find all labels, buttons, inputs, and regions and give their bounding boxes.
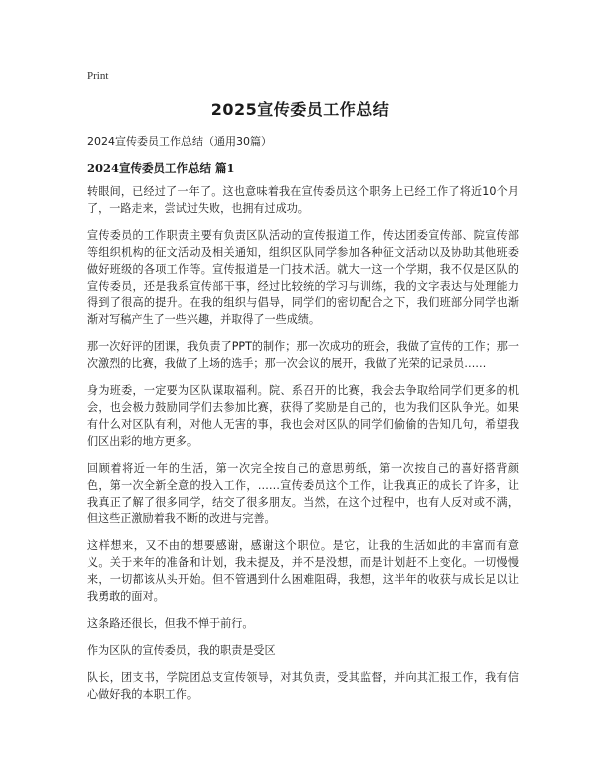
paragraph: 这样想来，又不由的想要感谢，感谢这个职位。是它，让我的生活如此的丰富而有意义。关于来年的准备和计划，我未提及，并不是没想，而是计划赶不上变化。一切慢慢来，一切都该从头开始。但不管遇到什么困难阻碍，我想，这半年的收获与成长足以让我勇敢的面对。 <box>87 539 519 604</box>
paragraph: 回顾着将近一年的生活，第一次完全按自己的意思剪纸，第一次按自己的喜好搭背颜色，第一次全新全意的投入工作，……宣传委员这个工作，让我真正的成长了许多，让我真正了解了很多同学，结交了很多朋友。当然，在这个过程中，也有人反对或不满，但这些正激励着我不断的改进与完善。 <box>87 461 519 526</box>
document-subtitle: 2024宣传委员工作总结（通用30篇） <box>87 135 272 148</box>
paragraph: 身为班委，一定要为区队谋取福利。院、系召开的比赛，我会去争取给同学们更多的机会，也会极力鼓励同学们去参加比赛，获得了奖励是自己的，也为我们区队争光。如果有什么对区队有利，对他人无害的事，我也会对区队的同学们偷偷的告知几句，希望我们区出彩的地方更多。 <box>87 384 519 448</box>
print-link[interactable]: Print <box>87 70 109 82</box>
paragraph: 宣传委员的工作职责主要有负责区队活动的宣传报道工作，传达团委宣传部、院宣传部等组织机构的征文活动及相关通知，组织区队同学参加各种征文活动以及协助其他班委做好班级的各项工作等。宣传报道是一门技术活。就大一这一个学期，我不仅是区队的宣传委员，还是我系宣传部干事，经过比较统的学习与训练，我的文字表达与处理能力得到了很高的提升。在我的组织与倡导，同学们的密切配合之下，我们班部分同学也渐渐对写稿产生了一些兴趣，并取得了一些成绩。 <box>87 228 519 327</box>
paragraph: 这条路还很长，但我不惮于前行。 <box>87 616 254 630</box>
paragraph: 队长，团支书，学院团总支宣传领导，对其负责，受其监督，并向其汇报工作，我有信心做好我的本职工作。 <box>87 670 519 701</box>
article-body <box>87 184 519 714</box>
paragraph: 作为区队的宣传委员，我的职责是受区 <box>87 643 276 657</box>
section-heading: 2024宣传委员工作总结 篇1 <box>87 161 235 175</box>
page-title: 2025宣传委员工作总结 <box>210 100 390 119</box>
paragraph: 那一次好评的团课，我负责了PPT的制作；那一次成功的班会，我做了宣传的工作；那一次激烈的比赛，我做了上场的选手；那一次会议的展开，我做了光荣的记录员…… <box>87 340 519 371</box>
paragraph: 转眼间，已经过了一年了。这也意味着我在宣传委员这个职务上已经工作了将近10个月了，一路走来，尝试过失败，也拥有过成功。 <box>87 185 519 215</box>
